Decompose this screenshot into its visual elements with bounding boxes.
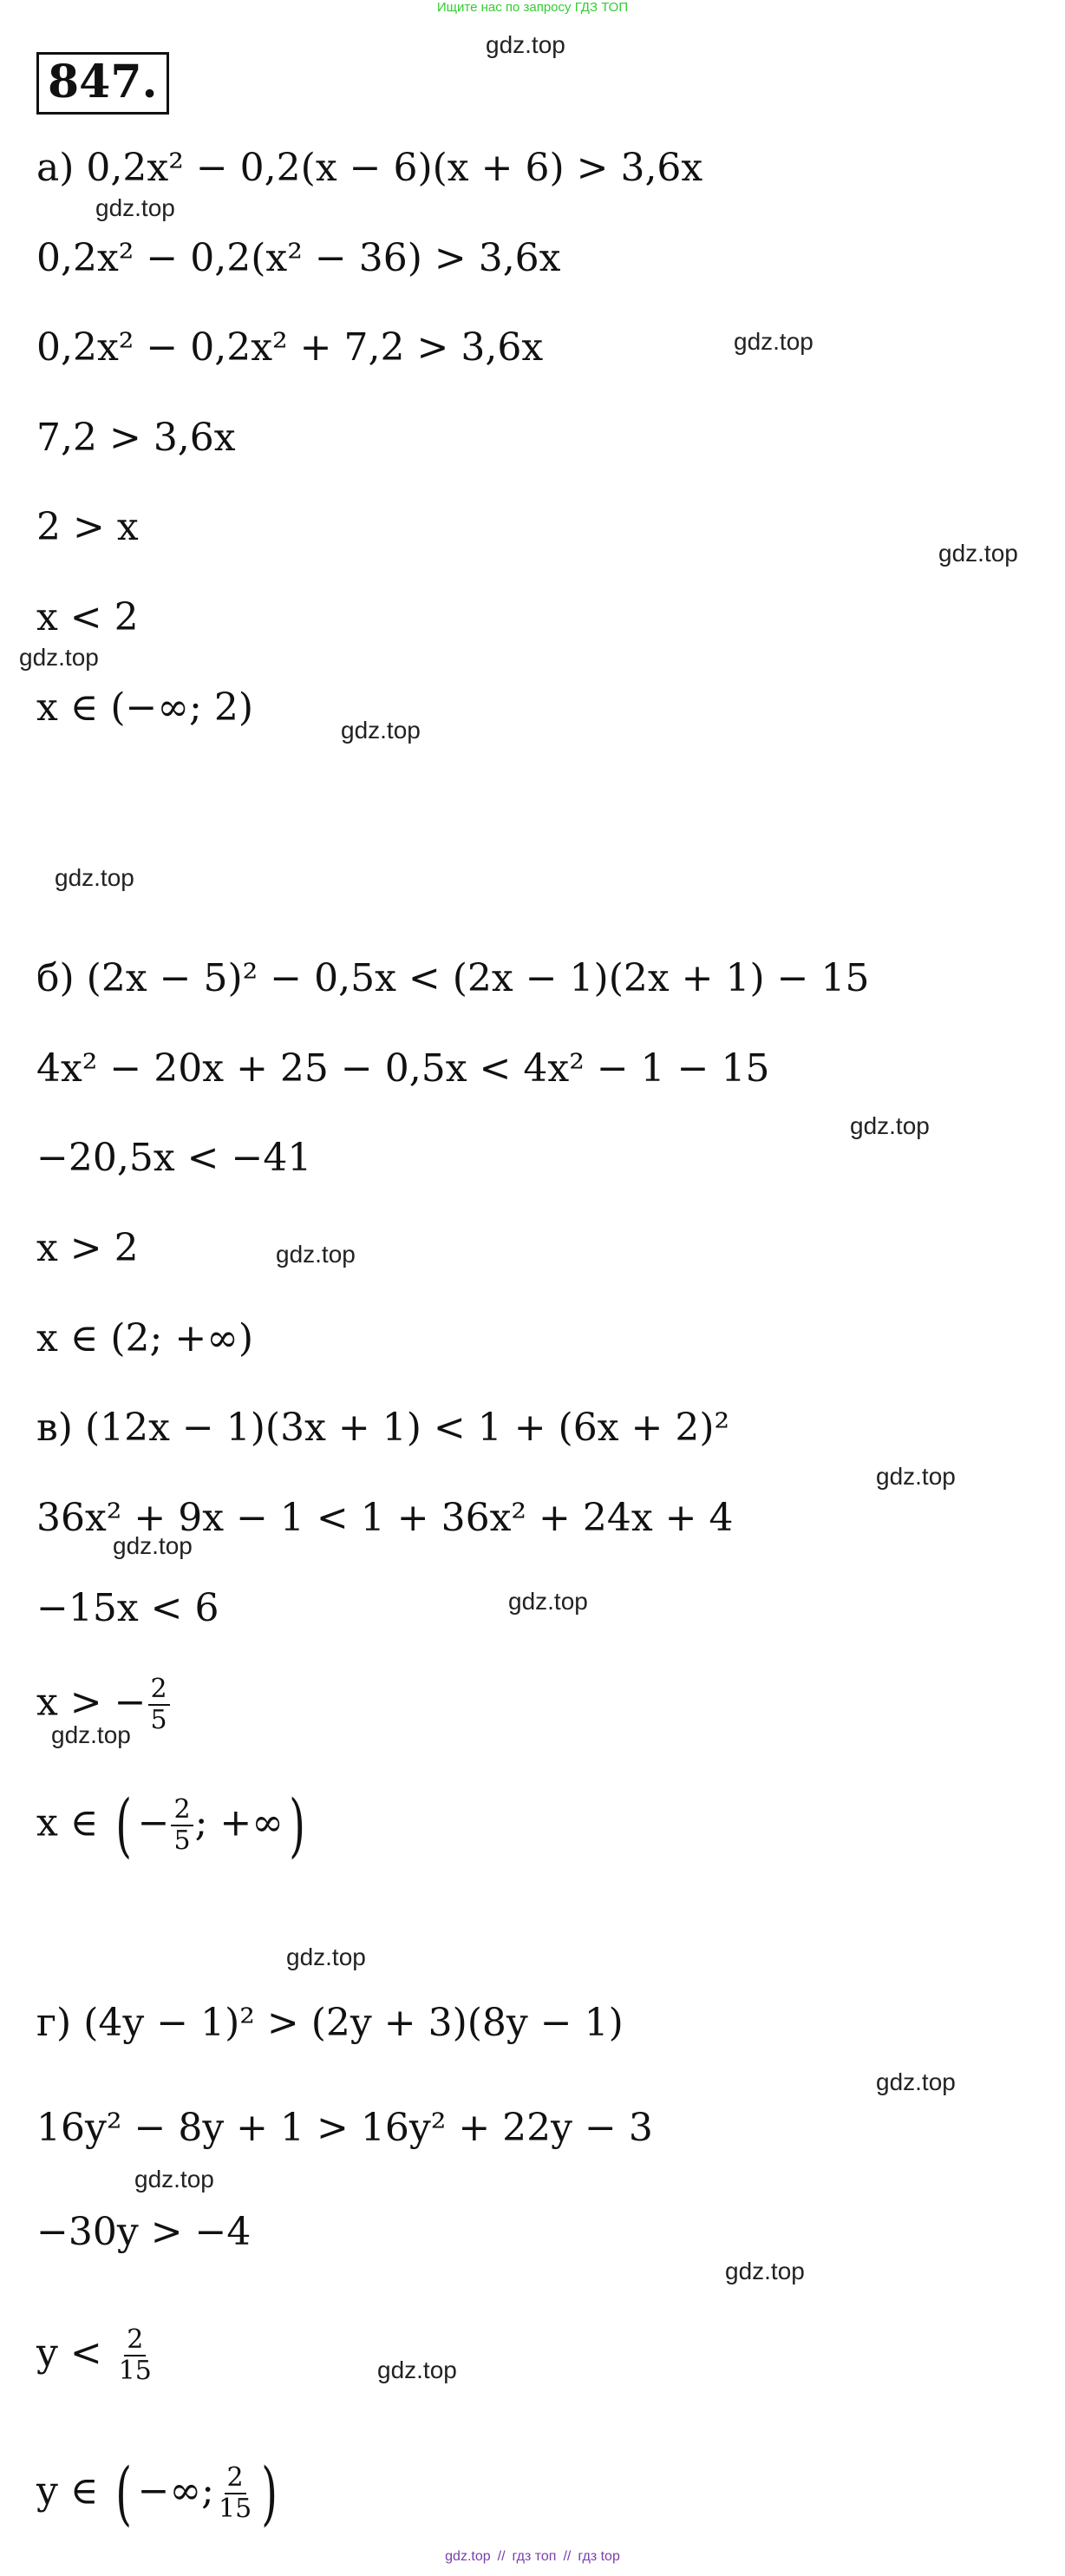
part-d-l4-prefix: y < (36, 2330, 102, 2376)
part-b-answer: x ∈ (2; +∞) (36, 1316, 254, 1360)
part-b-line-2: 4x² − 20x + 25 − 0,5x < 4x² − 1 − 15 (36, 1046, 770, 1091)
part-d-answer: y ∈ ( −∞; $\frac{2}{15}$ ) (36, 2453, 278, 2533)
part-b-expr-1: (2x − 5)² − 0,5x < (2x − 1)(2x + 1) − 15 (86, 956, 870, 1000)
part-a-label: а) (36, 146, 75, 190)
part-d-line-3: −30y > −4 (36, 2210, 252, 2254)
watermark: gdz.top (286, 1943, 366, 1970)
part-d-line-4 (36, 2325, 156, 2386)
watermark: gdz.top (377, 2356, 457, 2383)
watermark: gdz.top (876, 1463, 956, 1490)
part-d-frac-num: 2 (124, 2325, 146, 2356)
part-d-expr-1: (4y − 1)² > (2y + 3)(8y − 1) (83, 2001, 624, 2045)
watermark: gdz.top (19, 644, 99, 671)
part-c-ans-frac-num: 2 (171, 1795, 193, 1826)
watermark: gdz.top (850, 1112, 930, 1139)
part-d-frac-den: 15 (118, 2356, 152, 2386)
part-a-line-5: 2 > x (36, 505, 139, 549)
part-d-line-1 (36, 1999, 624, 2048)
watermark: gdz.top (113, 1532, 193, 1559)
footer-link-1[interactable]: gdz.top (445, 2549, 491, 2564)
footer-link-2[interactable]: гдз топ (512, 2549, 557, 2564)
problem-number: 847. (36, 52, 169, 115)
part-d-l5-prefix: y ∈ (36, 2468, 99, 2514)
part-c-frac-den: 5 (150, 1705, 167, 1735)
part-c-line-3: −15x < 6 (36, 1586, 219, 1630)
part-a-line-1 (36, 144, 702, 193)
part-d-ans-frac-num: 2 (225, 2463, 246, 2494)
part-c-l4-prefix: x > − (36, 1680, 147, 1725)
footer-separator: // (563, 2549, 572, 2564)
part-d-ans-frac-den: 15 (218, 2494, 252, 2524)
part-a-line-3: 0,2x² − 0,2x² + 7,2 > 3,6x (36, 325, 544, 370)
watermark: gdz.top (134, 2166, 214, 2193)
part-a-line-2: 0,2x² − 0,2(x² − 36) > 3,6x (36, 236, 561, 280)
part-a-expr-1: 0,2x² − 0,2(x − 6)(x + 6) > 3,6x (86, 146, 703, 190)
watermark: gdz.top (486, 31, 565, 58)
watermark: gdz.top (51, 1721, 131, 1748)
part-c-line-2: 36x² + 9x − 1 < 1 + 36x² + 24x + 4 (36, 1496, 734, 1540)
part-c-answer-fraction (171, 1795, 193, 1856)
part-c-l5-suffix: ; +∞ (194, 1800, 284, 1845)
part-c-expr-1: (12x − 1)(3x + 1) < 1 + (6x + 2)² (84, 1406, 730, 1450)
part-c-ans-frac-den: 5 (173, 1825, 191, 1856)
part-b-line-1 (36, 954, 870, 1003)
footer-separator: // (497, 2549, 506, 2564)
part-c-answer: x ∈ ( − $\frac{2}{5}$ ; +∞) (36, 1785, 305, 1865)
watermark: gdz.top (725, 2258, 805, 2284)
part-d-answer-fraction (216, 2463, 254, 2524)
part-b-line-4: x > 2 (36, 1226, 139, 1270)
part-b-line-3: −20,5x < −41 (36, 1136, 312, 1180)
watermark: gdz.top (276, 1241, 356, 1268)
part-d-label: г) (36, 2001, 72, 2045)
part-c-frac-num: 2 (148, 1675, 170, 1706)
part-d-line-2: 16y² − 8y + 1 > 16y² + 22y − 3 (36, 2106, 653, 2150)
watermark: gdz.top (341, 717, 421, 744)
watermark: gdz.top (55, 864, 134, 891)
search-banner: Ищите нас по запросу ГДЗ ТОП (436, 0, 629, 15)
part-c-line-1 (36, 1404, 729, 1452)
watermark: gdz.top (95, 194, 175, 221)
part-c-fraction (148, 1675, 170, 1735)
part-a-line-6: x < 2 (36, 595, 139, 639)
footer (0, 2549, 1065, 2565)
watermark: gdz.top (938, 540, 1018, 567)
part-b-label: б) (36, 956, 75, 1000)
part-a-answer: x ∈ (−∞; 2) (36, 685, 254, 730)
watermark: gdz.top (508, 1588, 588, 1615)
footer-link-3[interactable]: гдз top (578, 2549, 620, 2564)
part-c-label: в) (36, 1406, 73, 1450)
watermark: gdz.top (876, 2068, 956, 2095)
part-d-l5-mid: −∞; (137, 2468, 214, 2514)
watermark: gdz.top (734, 328, 813, 355)
part-c-l5-prefix: x ∈ (36, 1800, 99, 1845)
part-d-fraction (116, 2325, 154, 2386)
part-a-line-4: 7,2 > 3,6x (36, 416, 236, 460)
